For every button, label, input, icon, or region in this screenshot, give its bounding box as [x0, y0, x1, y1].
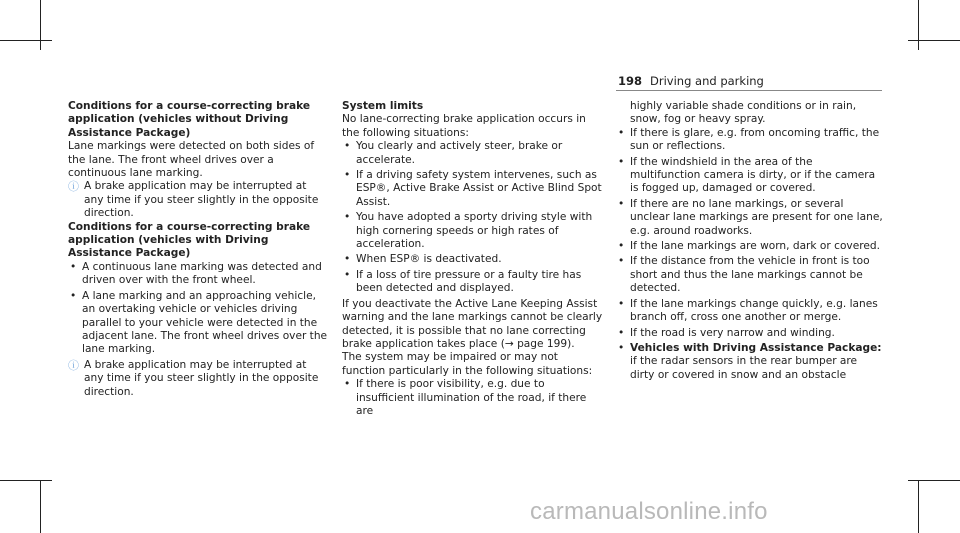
bullet-list: [616, 127, 884, 382]
crop-mark: [908, 480, 960, 481]
list-item: • A continuous lane marking was detected and driven over with the front wheel.: [68, 261, 328, 288]
section-title: Driving and parking: [650, 74, 764, 88]
note: [68, 180, 328, 220]
paragraph-continued: highly variable shade conditions or in rain, snow, fog or heavy spray.: [630, 100, 857, 126]
paragraph: If you deactivate the Active Lane Keeping Assist warning and the lane markings cannot be clearly detected, it is possible that no lane correcting brake application takes place (→ page 199).: [342, 297, 603, 350]
crop-mark: [40, 0, 41, 50]
list-item: • You have adopted a sporty driving style with high cornering speeds or high rates of acceleration.: [342, 211, 604, 251]
list-item-bold: Vehicles with Driving Assistance Package:: [630, 341, 882, 354]
note-text: A brake application may be interrupted at any time if you steer slightly in the opposite direction.: [84, 180, 319, 220]
page-number: 198: [618, 74, 643, 88]
section-heading: Conditions for a course-correcting brake application (vehicles without Driving Assistance Package): [68, 100, 311, 139]
list-item: • If the windshield in the area of the multifunction camera is dirty, or if the camera is fogged up, damaged or covered.: [616, 156, 884, 196]
list-item: • You clearly and actively steer, brake or accelerate.: [342, 140, 604, 167]
list-item: • If the distance from the vehicle in front is too short and thus the lane markings cannot be detected.: [616, 255, 884, 295]
crop-mark: [908, 40, 960, 41]
column-middle: [342, 100, 604, 420]
list-item: • If there is glare, e.g. from oncoming traffic, the sun or reflections.: [616, 127, 884, 154]
list-item: • A lane marking and an approaching vehicle, an overtaking vehicle or vehicles driving parallel to your vehicle were detected in the adjacent lane. The front wheel drives over the lane marking.: [68, 290, 328, 357]
bullet-list: [342, 140, 604, 295]
column-left: [68, 100, 328, 399]
list-item: [616, 342, 884, 382]
info-icon: ⓘ: [68, 180, 79, 194]
bullet-list: [342, 378, 604, 418]
list-item: • If the lane markings are worn, dark or covered.: [616, 240, 884, 253]
crop-mark: [0, 40, 52, 41]
watermark: carmanualsonline.info: [530, 498, 768, 525]
paragraph: The system may be impaired or may not function particularly in the following situations:: [342, 351, 593, 377]
paragraph: Lane markings were detected on both sides of the lane. The front wheel drives over a continuous lane marking.: [68, 140, 315, 180]
list-item: • If the road is very narrow and winding.: [616, 327, 884, 340]
list-item: • If the lane markings change quickly, e.g. lanes branch off, cross one another or merge.: [616, 298, 884, 325]
column-right: [616, 100, 884, 384]
note: [68, 359, 328, 399]
list-item: • If a driving safety system intervenes, such as ESP®, Active Brake Assist or Active Blind Spot Assist.: [342, 169, 604, 209]
list-item: • If a loss of tire pressure or a faulty tire has been detected and displayed.: [342, 269, 604, 296]
crop-mark: [40, 480, 41, 533]
list-item: • When ESP® is deactivated.: [342, 253, 604, 266]
list-item: • If there are no lane markings, or several unclear lane markings are present for one lane, e.g. around roadworks.: [616, 198, 884, 238]
bullet-list: [68, 261, 328, 357]
section-heading: System limits: [342, 100, 424, 112]
section-heading: Conditions for a course-correcting brake application (vehicles with Driving Assistance Package): [68, 220, 311, 260]
header-divider: [616, 90, 882, 91]
info-icon: ⓘ: [68, 358, 79, 372]
note-text: A brake application may be interrupted at any time if you steer slightly in the opposite direction.: [84, 358, 319, 398]
crop-mark: [0, 480, 52, 481]
crop-mark: [918, 0, 919, 50]
page-header: [618, 74, 764, 88]
list-item-text: if the radar sensors in the rear bumper are dirty or covered in snow and an obstacle: [630, 355, 858, 381]
list-item: • If there is poor visibility, e.g. due to insufficient illumination of the road, if there are: [342, 378, 604, 418]
paragraph: No lane-correcting brake application occurs in the following situations:: [342, 113, 586, 139]
crop-mark: [918, 480, 919, 533]
